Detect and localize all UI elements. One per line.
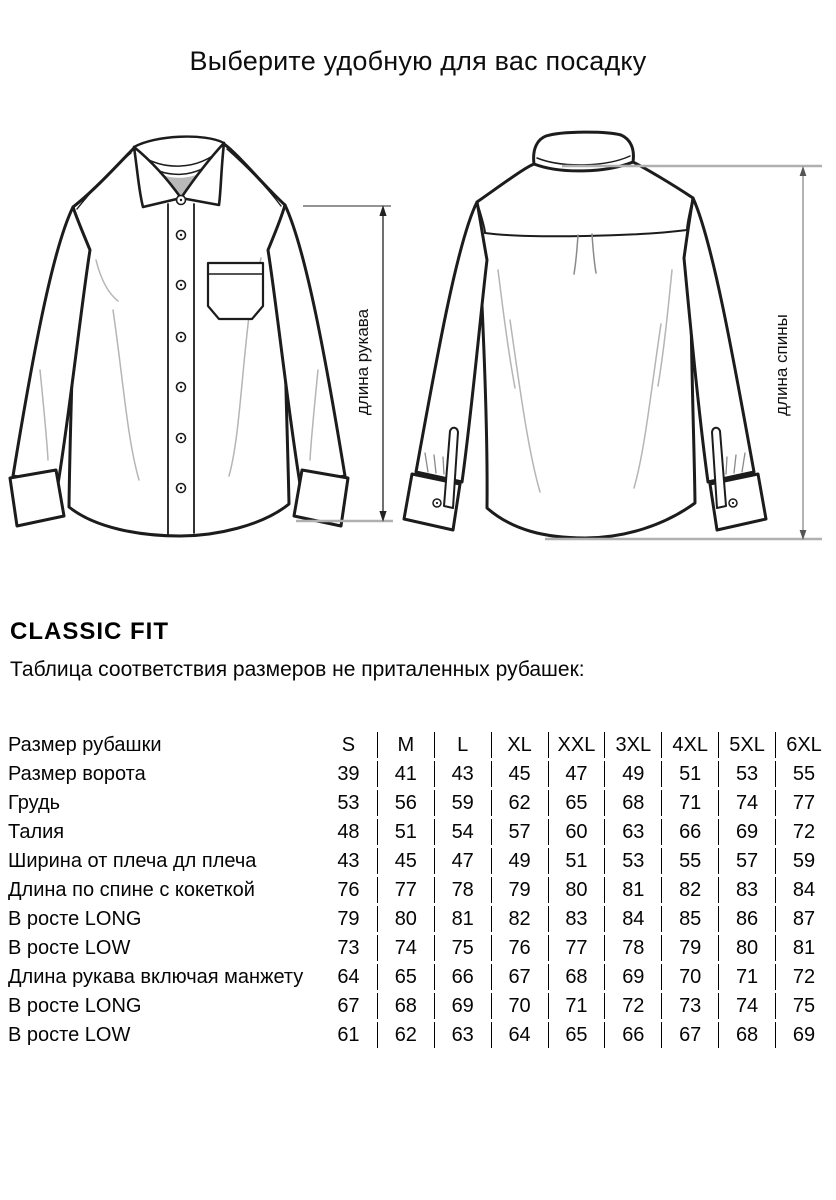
- size-cell: 59: [775, 848, 832, 874]
- size-cell: 80: [377, 906, 434, 932]
- size-table: [8, 729, 832, 1051]
- size-cell: 64: [491, 1022, 548, 1048]
- size-cell: 63: [604, 819, 661, 845]
- size-cell: 81: [434, 906, 491, 932]
- size-cell: L: [434, 732, 491, 758]
- size-cell: 49: [604, 761, 661, 787]
- size-cell: 57: [718, 848, 775, 874]
- shirt-figures: [0, 120, 836, 590]
- size-cell: 56: [377, 790, 434, 816]
- table-row: [8, 1022, 832, 1048]
- table-row: [8, 848, 832, 874]
- size-cell: 39: [337, 763, 360, 785]
- size-cell: 63: [434, 1022, 491, 1048]
- table-row: [8, 819, 832, 845]
- row-label: Длина по спине с кокеткой: [8, 879, 255, 901]
- size-cell: 69: [604, 964, 661, 990]
- size-cell: 82: [491, 906, 548, 932]
- size-cell: 77: [775, 790, 832, 816]
- size-cell: 84: [604, 906, 661, 932]
- size-cell: 62: [491, 790, 548, 816]
- table-header-row: [8, 732, 832, 758]
- size-cell: 78: [434, 877, 491, 903]
- size-cell: 68: [604, 790, 661, 816]
- size-cell: 72: [775, 964, 832, 990]
- row-label: Размер ворота: [8, 763, 146, 785]
- size-cell: 74: [718, 993, 775, 1019]
- size-cell: 80: [548, 877, 605, 903]
- size-cell: 47: [548, 761, 605, 787]
- size-cell: 65: [377, 964, 434, 990]
- size-cell: 73: [337, 937, 360, 959]
- size-cell: 45: [491, 761, 548, 787]
- size-cell: 4XL: [661, 732, 718, 758]
- table-row: [8, 906, 832, 932]
- size-cell: 68: [377, 993, 434, 1019]
- size-cell: 62: [377, 1022, 434, 1048]
- size-cell: 84: [775, 877, 832, 903]
- size-cell: 81: [604, 877, 661, 903]
- size-cell: XXL: [548, 732, 605, 758]
- size-cell: 55: [661, 848, 718, 874]
- size-cell: 65: [548, 790, 605, 816]
- size-cell: 60: [548, 819, 605, 845]
- size-cell: 65: [548, 1022, 605, 1048]
- size-cell: 51: [548, 848, 605, 874]
- size-cell: 57: [491, 819, 548, 845]
- size-cell: 68: [548, 964, 605, 990]
- size-cell: 67: [661, 1022, 718, 1048]
- size-cell: M: [377, 732, 434, 758]
- row-label: Размер рубашки: [8, 734, 162, 756]
- size-cell: 80: [718, 935, 775, 961]
- size-cell: 86: [718, 906, 775, 932]
- size-cell: 87: [775, 906, 832, 932]
- size-cell: 43: [337, 850, 360, 872]
- size-cell: 79: [661, 935, 718, 961]
- size-cell: 76: [491, 935, 548, 961]
- size-cell: 43: [434, 761, 491, 787]
- size-cell: 3XL: [604, 732, 661, 758]
- fit-heading: CLASSIC FIT: [10, 618, 169, 645]
- size-cell: 83: [548, 906, 605, 932]
- size-cell: 76: [337, 879, 360, 901]
- row-label: Ширина от плеча дл плеча: [8, 850, 257, 872]
- size-cell: 79: [491, 877, 548, 903]
- size-cell: 64: [337, 966, 360, 988]
- row-label: Длина рукава включая манжету: [8, 966, 304, 988]
- size-cell: 83: [718, 877, 775, 903]
- size-cell: 71: [661, 790, 718, 816]
- table-row: [8, 993, 832, 1019]
- size-cell: 82: [661, 877, 718, 903]
- size-cell: 69: [775, 1022, 832, 1048]
- size-cell: 67: [491, 964, 548, 990]
- size-cell: 51: [377, 819, 434, 845]
- table-row: [8, 761, 832, 787]
- row-label: Грудь: [8, 792, 61, 814]
- size-cell: 81: [775, 935, 832, 961]
- size-cell: 68: [718, 1022, 775, 1048]
- size-cell: 77: [377, 877, 434, 903]
- size-cell: 79: [337, 908, 360, 930]
- page-title: Выберите удобную для вас посадку: [189, 46, 647, 76]
- size-cell: 75: [775, 993, 832, 1019]
- size-cell: 6XL: [775, 732, 832, 758]
- size-table-body: [8, 732, 832, 1048]
- size-cell: 41: [377, 761, 434, 787]
- size-cell: 85: [661, 906, 718, 932]
- sleeve-length-label: длина рукава: [353, 308, 372, 416]
- size-cell: 71: [548, 993, 605, 1019]
- size-cell: 47: [434, 848, 491, 874]
- table-row: [8, 935, 832, 961]
- size-cell: 53: [604, 848, 661, 874]
- size-cell: 71: [718, 964, 775, 990]
- row-label: В росте LONG: [8, 908, 142, 930]
- size-cell: 73: [661, 993, 718, 1019]
- size-cell: 51: [661, 761, 718, 787]
- table-row: [8, 877, 832, 903]
- size-cell: 69: [434, 993, 491, 1019]
- size-cell: 54: [434, 819, 491, 845]
- size-cell: 74: [377, 935, 434, 961]
- size-cell: 45: [377, 848, 434, 874]
- size-cell: 74: [718, 790, 775, 816]
- table-row: [8, 964, 832, 990]
- size-cell: 66: [434, 964, 491, 990]
- shirt-back-drawing: [404, 132, 766, 538]
- table-row: [8, 790, 832, 816]
- size-cell: 55: [775, 761, 832, 787]
- size-cell: XL: [491, 732, 548, 758]
- size-cell: 78: [604, 935, 661, 961]
- size-cell: 66: [661, 819, 718, 845]
- size-cell: 77: [548, 935, 605, 961]
- row-label: Талия: [8, 821, 65, 843]
- size-cell: 70: [661, 964, 718, 990]
- table-caption: Таблица соответствия размеров не приталенных рубашек:: [10, 658, 585, 681]
- size-cell: 67: [337, 995, 360, 1017]
- size-cell: 72: [604, 993, 661, 1019]
- size-cell: 66: [604, 1022, 661, 1048]
- size-cell: 59: [434, 790, 491, 816]
- size-cell: 48: [337, 821, 360, 843]
- shirt-front-drawing: [10, 137, 348, 536]
- size-cell: 5XL: [718, 732, 775, 758]
- size-cell: 69: [718, 819, 775, 845]
- size-cell: 72: [775, 819, 832, 845]
- size-cell: S: [341, 734, 356, 756]
- size-cell: 61: [337, 1024, 360, 1046]
- back-length-label: длина спины: [772, 314, 791, 416]
- size-cell: 70: [491, 993, 548, 1019]
- size-cell: 53: [337, 792, 360, 814]
- size-cell: 53: [718, 761, 775, 787]
- size-cell: 49: [491, 848, 548, 874]
- size-cell: 75: [434, 935, 491, 961]
- row-label: В росте LOW: [8, 1024, 131, 1046]
- row-label: В росте LONG: [8, 995, 142, 1017]
- row-label: В росте LOW: [8, 937, 131, 959]
